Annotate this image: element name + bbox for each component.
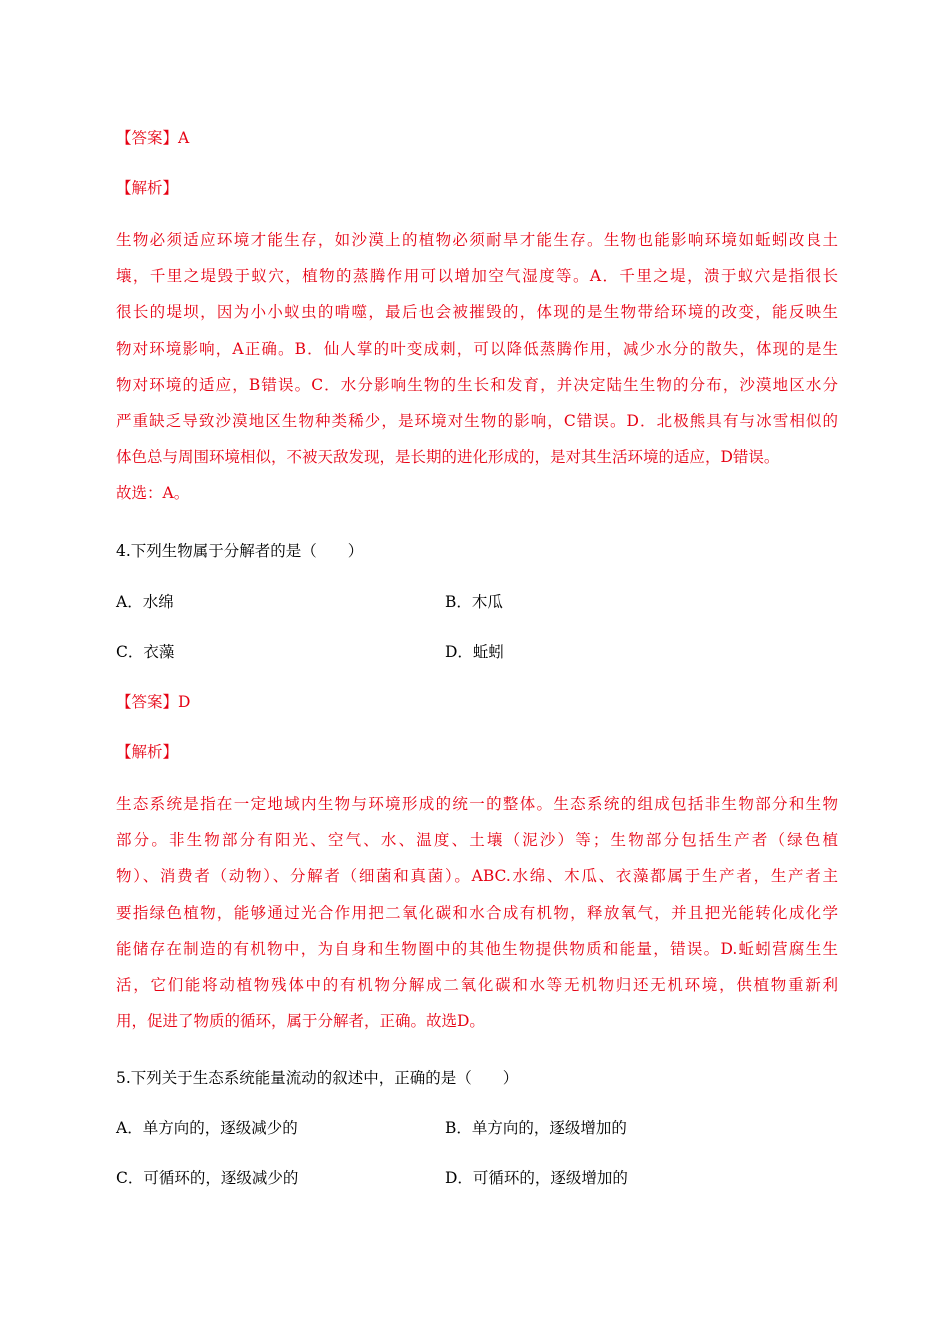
q3-analysis-text [116, 222, 838, 512]
q3-answer-value: A [178, 129, 190, 147]
q5-option-a: A．单方向的，逐级减少的 [116, 1119, 298, 1137]
q4-analysis-label: 【解析】 [116, 743, 179, 761]
q4-analysis-line: 物）、消费者（动物）、分解者（细菌和真菌）。ABC.水绵、木瓜、衣藻都属于生产者，生产者主 [116, 867, 838, 886]
q3-analysis-line: 壤，千里之堤毁于蚁穴，植物的蒸腾作用可以增加空气湿度等。A．千里之堤，溃于蚁穴是指很长 [116, 267, 838, 286]
q3-analysis-line: 故选：A。 [116, 484, 190, 503]
q5-option-b: B．单方向的，逐级增加的 [445, 1119, 627, 1137]
q4-option-d: D．蚯蚓 [445, 643, 504, 661]
q3-analysis-line: 很长的堤坝，因为小小蚁虫的啃噬，最后也会被摧毁的，体现的是生物带给环境的改变，能反映生 [116, 303, 838, 322]
q4-option-b: B．木瓜 [445, 593, 503, 611]
q4-analysis-line: 生态系统是指在一定地域内生物与环境形成的统一的整体。生态系统的组成包括非生物部分和生物 [116, 795, 838, 813]
q3-answer [116, 128, 189, 148]
q3-answer-label: 【答案】 [116, 129, 179, 147]
q5-question: 5.下列关于生态系统能量流动的叙述中，正确的是（ ） [116, 1069, 519, 1087]
q5-option-c: C．可循环的，逐级减少的 [116, 1169, 299, 1187]
q4-analysis-line: 用，促进了物质的循环，属于分解者，正确。故选D。 [116, 1012, 485, 1031]
q4-option-a: A．水绵 [116, 593, 174, 611]
q4-question: 4.下列生物属于分解者的是（ ） [116, 542, 364, 560]
q4-analysis-line: 能储存在制造的有机物中，为自身和生物圈中的其他生物提供物质和能量，错误。D.蚯蚓营腐生生 [116, 939, 838, 958]
q3-analysis-line: 物对环境影响，A正确。B．仙人掌的叶变成刺，可以降低蒸腾作用，减少水分的散失，体现的是生 [116, 339, 838, 358]
q4-analysis-line: 活，它们能将动植物残体中的有机物分解成二氧化碳和水等无机物归还无机环境，供植物重新利 [116, 976, 838, 995]
q4-analysis-text [116, 786, 838, 1039]
q4-analysis-line: 要指绿色植物，能够通过光合作用把二氧化碳和水合成有机物，释放氧气，并且把光能转化成化学 [116, 903, 838, 922]
q3-analysis-line: 严重缺乏导致沙漠地区生物种类稀少，是环境对生物的影响，C错误。D．北极熊具有与冰雪相似的 [116, 412, 838, 431]
q4-analysis-line: 部分。非生物部分有阳光、空气、水、温度、土壤（泥沙）等；生物部分包括生产者（绿色植 [116, 831, 838, 850]
q4-answer [116, 692, 190, 712]
q3-analysis-line: 生物必须适应环境才能生存，如沙漠上的植物必须耐旱才能生存。生物也能影响环境如蚯蚓改良土 [116, 231, 838, 249]
q5-option-d: D．可循环的，逐级增加的 [445, 1169, 628, 1187]
q3-analysis-label: 【解析】 [116, 179, 179, 197]
q3-analysis-line: 体色总与周围环境相似，不被天敌发现，是长期的进化形成的，是对其生活环境的适应，D错误。 [116, 448, 780, 467]
q3-analysis-line: 物对环境的适应，B错误。C．水分影响生物的生长和发育，并决定陆生生物的分布，沙漠地区水分 [116, 375, 838, 394]
q4-option-c: C．衣藻 [116, 643, 175, 661]
q4-answer-value: D [178, 693, 191, 711]
q4-answer-label: 【答案】 [116, 693, 179, 711]
